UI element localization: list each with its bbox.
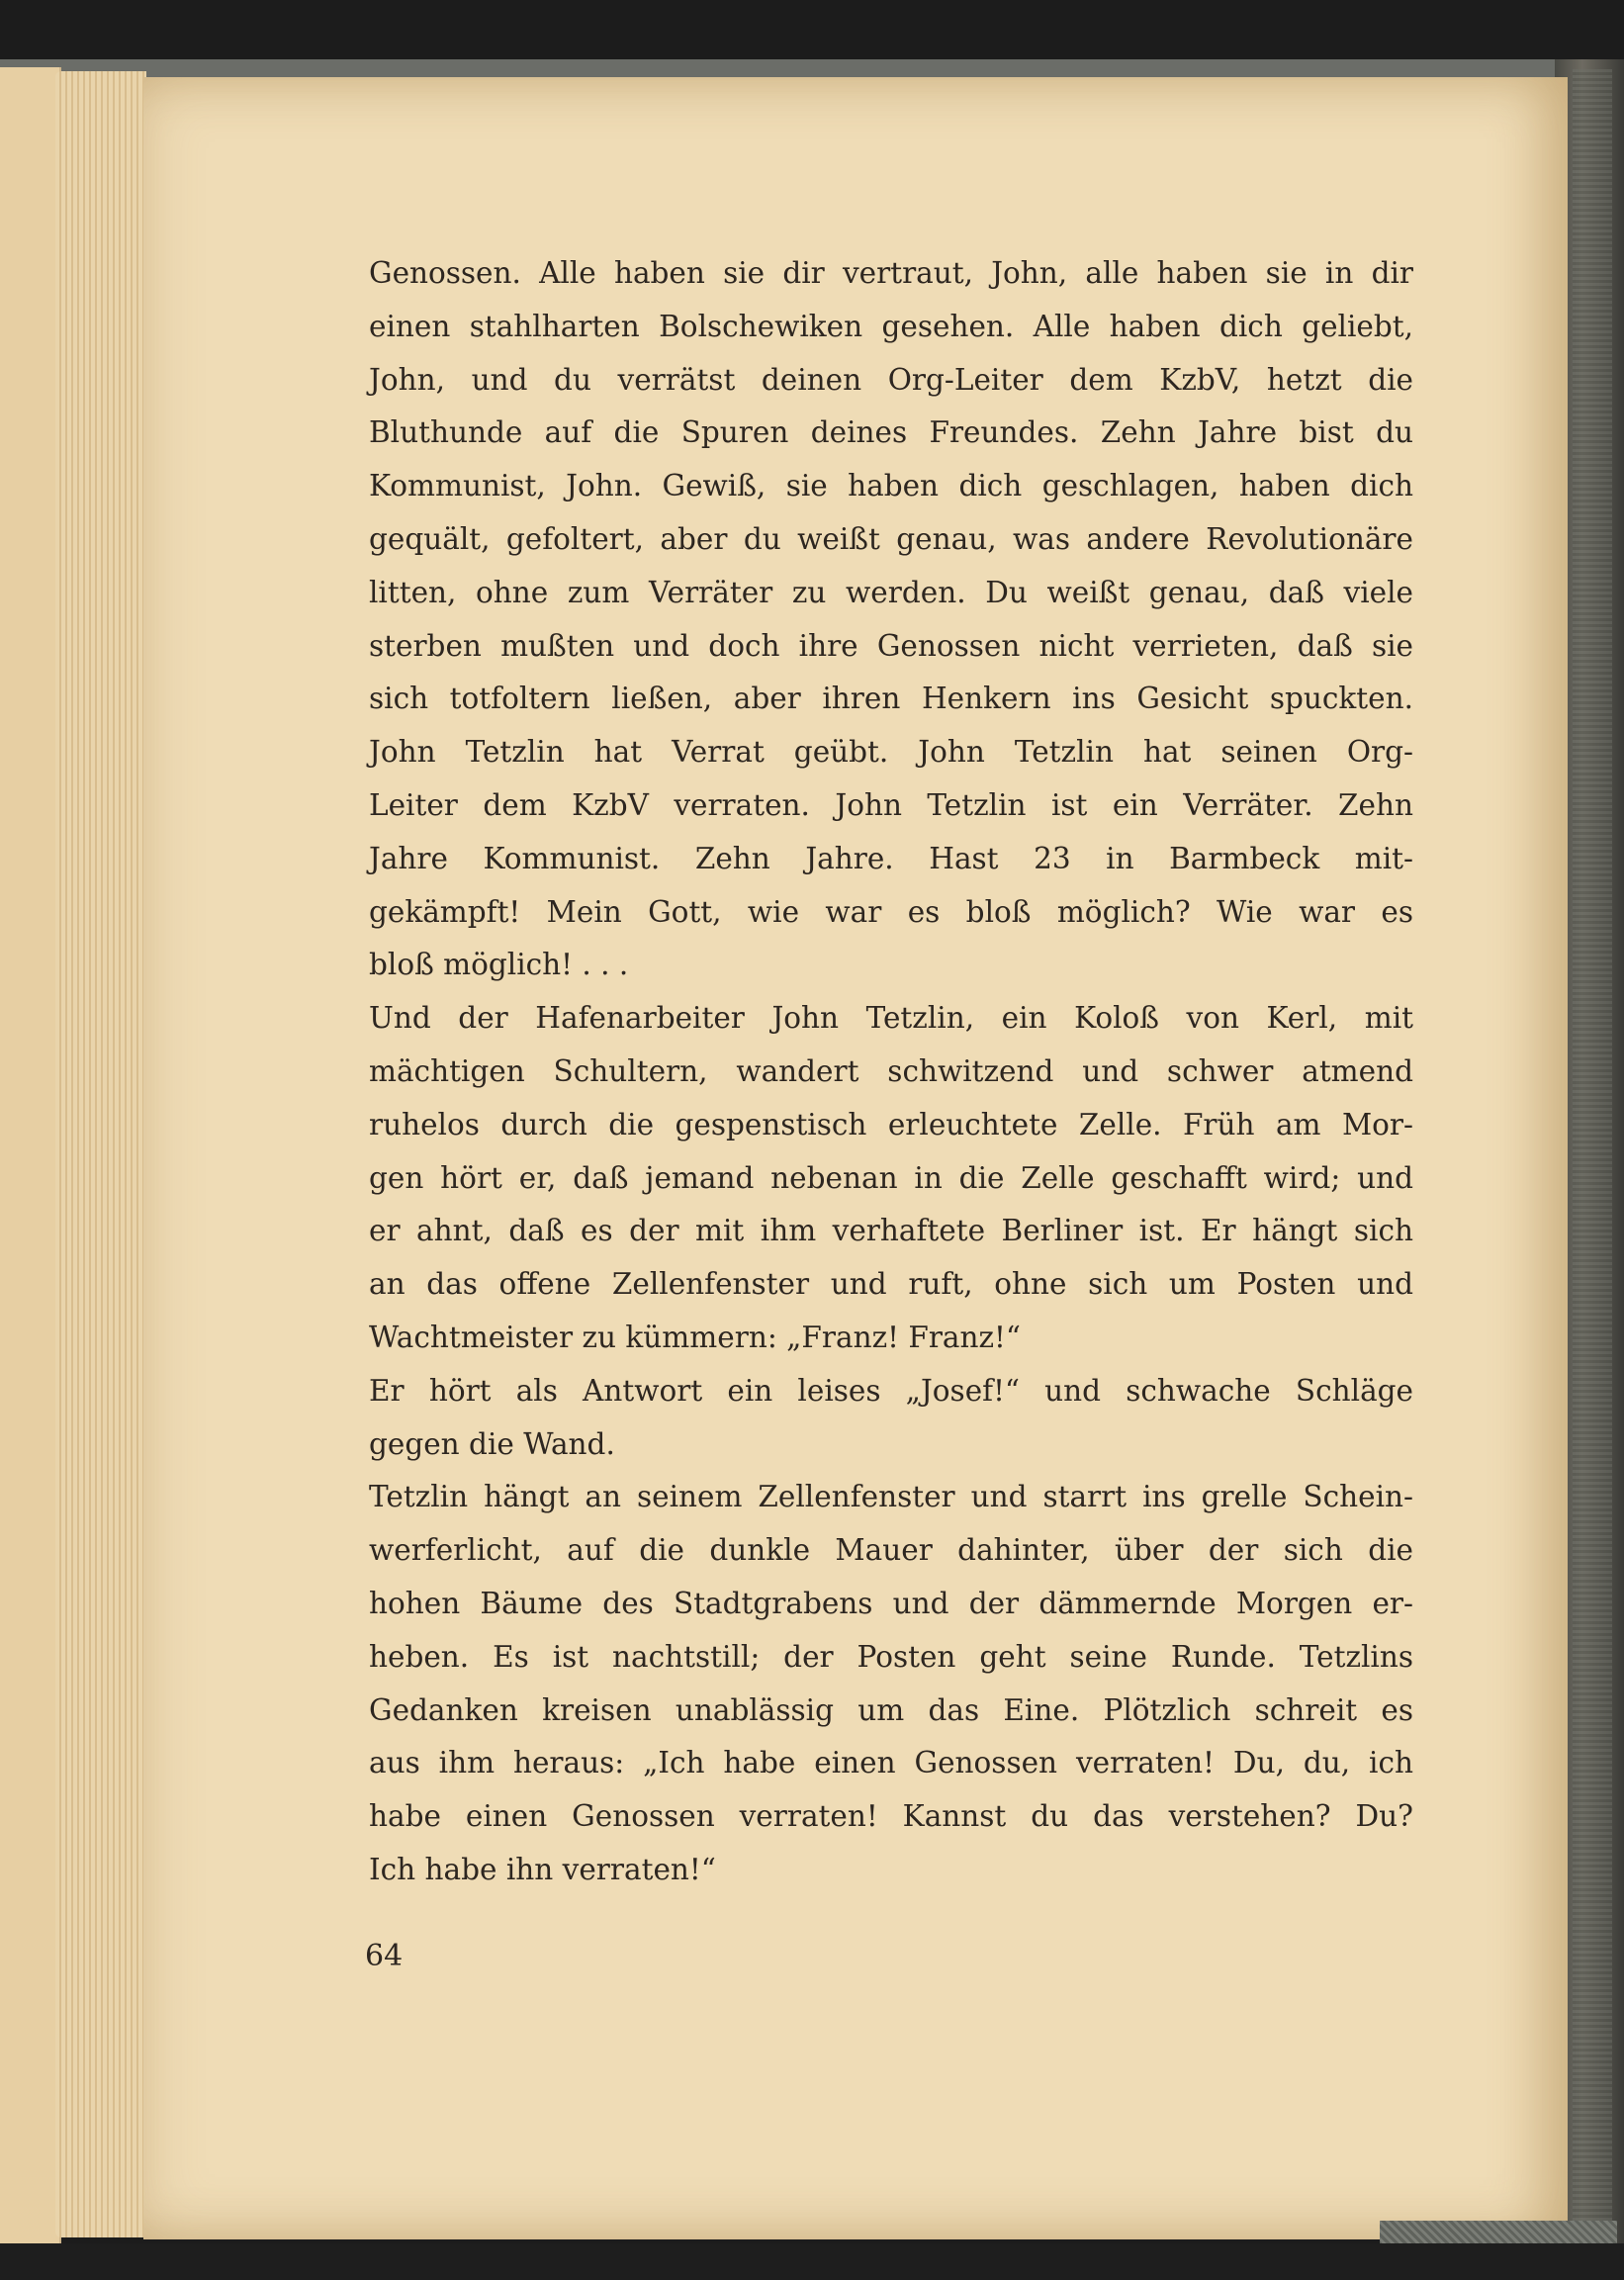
text-line: John Tetzlin hat Verrat geübt. John Tetzlin hat seinen Org- bbox=[369, 735, 1413, 770]
text-line: Ich habe ihn verraten!“ bbox=[369, 1852, 716, 1886]
text-line: bloß möglich! . . . bbox=[369, 948, 629, 982]
text-line: Kommunist, John. Gewiß, sie haben dich geschlagen, haben dich bbox=[369, 469, 1413, 503]
text-line: Genossen. Alle haben sie dir vertraut, John, alle haben sie in dir bbox=[369, 256, 1413, 290]
cover-fabric-texture bbox=[1573, 69, 1612, 2265]
text-line: hohen Bäume des Stadtgrabens und der dämmernde Morgen er- bbox=[369, 1586, 1413, 1620]
text-line: John, und du verrätst deinen Org-Leiter dem KzbV, hetzt die bbox=[369, 362, 1413, 397]
text-line: Bluthunde auf die Spuren deines Freundes. Zehn Jahre bist du bbox=[369, 415, 1413, 450]
text-line: werferlicht, auf die dunkle Mauer dahinter, über der sich die bbox=[369, 1533, 1413, 1568]
text-line: sterben mußten und doch ihre Genossen nicht verrieten, daß sie bbox=[369, 628, 1413, 663]
page-number: 64 bbox=[365, 1939, 404, 1973]
text-line: mächtigen Schultern, wandert schwitzend und schwer atmend bbox=[369, 1053, 1413, 1088]
text-line: Leiter dem KzbV verraten. John Tetzlin ist ein Verräter. Zehn bbox=[369, 787, 1413, 822]
text-line: heben. Es ist nachtstill; der Posten geht seine Runde. Tetzlins bbox=[369, 1639, 1413, 1674]
text-line: gequält, gefoltert, aber du weißt genau, was andere Revolutionäre bbox=[369, 521, 1413, 556]
text-line: er ahnt, daß es der mit ihm verhaftete Berliner ist. Er hängt sich bbox=[369, 1214, 1413, 1248]
text-line: sich totfoltern ließen, aber ihren Henkern ins Gesicht spuckten. bbox=[369, 682, 1413, 716]
text-line: einen stahlharten Bolschewiken gesehen. Alle haben dich geliebt, bbox=[369, 309, 1413, 343]
text-line: an das offene Zellenfenster und ruft, ohne sich um Posten und bbox=[369, 1267, 1413, 1302]
text-line: habe einen Genossen verraten! Kannst du das verstehen? Du? bbox=[369, 1799, 1413, 1834]
text-line: litten, ohne zum Verräter zu werden. Du weißt genau, daß viele bbox=[369, 575, 1413, 609]
page-stack-edges bbox=[55, 71, 146, 2237]
scan-bottom-border bbox=[0, 2243, 1624, 2280]
text-line: aus ihm heraus: „Ich habe einen Genossen verraten! Du, du, ich bbox=[369, 1746, 1413, 1780]
text-line: ruhelos durch die gespenstisch erleuchtete Zelle. Früh am Mor- bbox=[369, 1107, 1413, 1141]
previous-page-edge bbox=[0, 67, 61, 2255]
text-line: Wachtmeister zu kümmern: „Franz! Franz!“ bbox=[369, 1320, 1021, 1354]
text-line: gegen die Wand. bbox=[369, 1426, 615, 1461]
text-line: Tetzlin hängt an seinem Zellenfenster und starrt ins grelle Schein- bbox=[369, 1480, 1413, 1514]
text-line: gen hört er, daß jemand nebenan in die Zelle geschafft wird; und bbox=[369, 1160, 1413, 1195]
text-line: Jahre Kommunist. Zehn Jahre. Hast 23 in Barmbeck mit- bbox=[369, 841, 1413, 875]
text-line: Er hört als Antwort ein leises „Josef!“ und schwache Schläge bbox=[369, 1373, 1413, 1408]
page-body-text bbox=[369, 247, 1413, 1897]
text-line: gekämpft! Mein Gott, wie war es bloß möglich? Wie war es bbox=[369, 894, 1413, 929]
text-line: Gedanken kreisen unablässig um das Eine. Plötzlich schreit es bbox=[369, 1692, 1413, 1727]
text-line: Und der Hafenarbeiter John Tetzlin, ein Koloß von Kerl, mit bbox=[369, 1001, 1413, 1036]
